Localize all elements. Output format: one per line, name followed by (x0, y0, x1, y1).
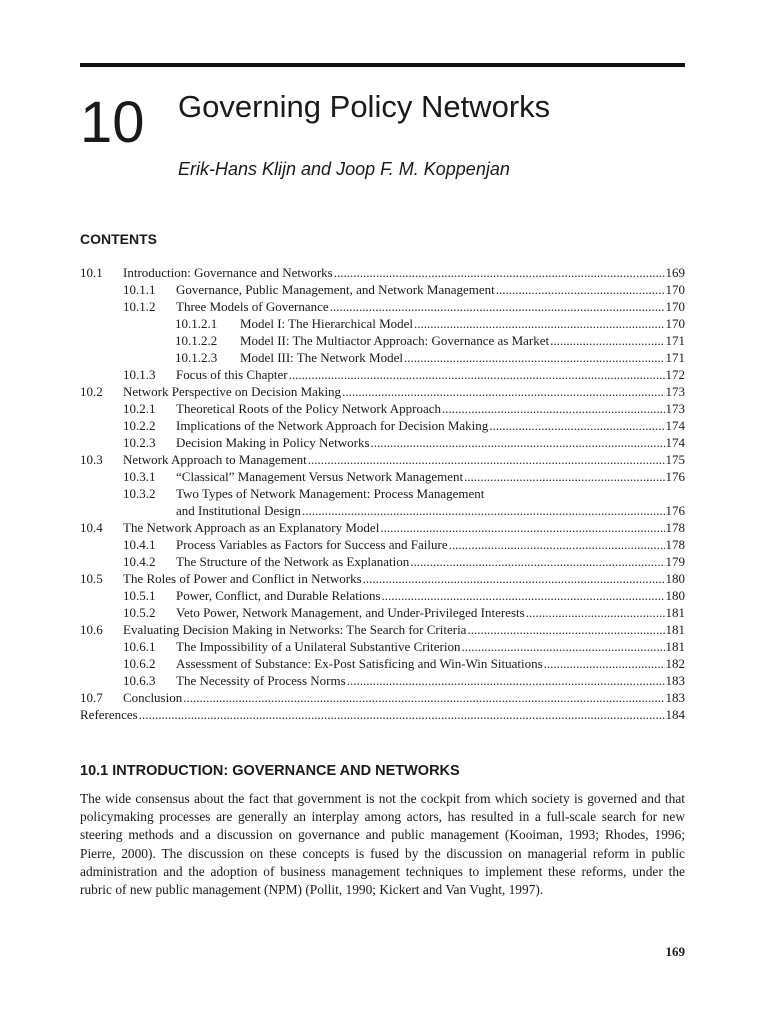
toc-entry-page: 180 (665, 571, 685, 586)
toc-entry[interactable] (80, 315, 685, 332)
toc-entry-title: Model II: The Multiactor Approach: Governance as Market (240, 333, 550, 348)
toc-entry-title: The Necessity of Process Norms (176, 673, 346, 688)
toc-entry[interactable] (80, 451, 685, 468)
document-page (80, 0, 685, 1024)
toc-entry[interactable] (80, 366, 685, 383)
toc-entry-title: The Roles of Power and Conflict in Networks (123, 571, 362, 586)
toc-entry-page: 181 (665, 622, 685, 637)
toc-entry-page: 181 (665, 605, 685, 620)
toc-leader-dots (347, 672, 665, 689)
toc-leader-dots (334, 264, 665, 281)
toc-entry-page: 170 (665, 299, 685, 314)
toc-leader-dots (139, 706, 665, 723)
toc-entry[interactable] (80, 621, 685, 638)
toc-entry-page: 174 (665, 435, 685, 450)
toc-entry-page: 170 (665, 282, 685, 297)
toc-entry-page: 184 (665, 707, 685, 722)
body-paragraph: The wide consensus about the fact that government is not the cockpit from which society is governed and that policymaking processes are generally an interplay among actors, has resulted in a full-scale search for new steering methods and a discussion on governance and public management (Kooiman, 1993; Rhodes, 1996; Pierre, 2000). The discussion on these concepts is fused by the discussion on managerial reform in public administration and the adoption of business management techniques to implement these reforms, under the rubric of new public management (NPM) (Pollit, 1990; Kickert and Van Vught, 1997). (80, 791, 685, 898)
toc-entry-title: Evaluating Decision Making in Networks: The Search for Criteria (123, 622, 467, 637)
toc-entry[interactable] (80, 281, 685, 298)
toc-leader-dots (414, 315, 664, 332)
toc-entry-number: 10.6.1 (123, 639, 156, 654)
toc-leader-dots (371, 434, 665, 451)
toc-entry-number: 10.1.1 (123, 282, 156, 297)
toc-leader-dots (462, 638, 665, 655)
toc-entry[interactable] (80, 570, 685, 587)
toc-entry-page: 171 (665, 333, 685, 348)
toc-leader-dots (342, 383, 664, 400)
toc-entry[interactable] (80, 417, 685, 434)
toc-entry[interactable] (80, 468, 685, 485)
toc-entry-number: 10.1.2.2 (175, 333, 218, 348)
toc-leader-dots (330, 298, 665, 315)
page-number: 169 (665, 944, 685, 959)
toc-leader-dots (183, 689, 664, 706)
chapter-number: 10 (80, 90, 145, 155)
toc-entry-number: 10.5.1 (123, 588, 156, 603)
toc-entry-title: Conclusion (123, 690, 183, 705)
toc-entry-title: Introduction: Governance and Networks (123, 265, 333, 280)
toc-leader-dots (550, 332, 664, 349)
toc-entry-number: 10.1.2 (123, 299, 156, 314)
toc-entry-number: 10.6 (80, 622, 103, 637)
toc-entry-number: 10.3.2 (123, 486, 156, 501)
toc-entry-number: 10.2.2 (123, 418, 156, 433)
toc-entry-title: Veto Power, Network Management, and Under-Privileged Interests (176, 605, 525, 620)
toc-entry[interactable] (80, 400, 685, 417)
toc-entry-number: 10.2.1 (123, 401, 156, 416)
toc-entry-number: 10.4 (80, 520, 103, 535)
toc-entry[interactable] (80, 604, 685, 621)
toc-entry-page: 179 (665, 554, 685, 569)
toc-entry-number: 10.1.2.3 (175, 350, 218, 365)
toc-entry-page: 170 (665, 316, 685, 331)
toc-entry-title: Process Variables as Factors for Success and Failure (176, 537, 448, 552)
toc-entry-title: Three Models of Governance (176, 299, 329, 314)
toc-entry-number: 10.6.3 (123, 673, 156, 688)
toc-entry-number: 10.4.1 (123, 537, 156, 552)
toc-entry[interactable] (80, 502, 685, 519)
toc-entry-title: Governance, Public Management, and Network Management (176, 282, 495, 297)
toc-entry-number: 10.4.2 (123, 554, 156, 569)
toc-entry[interactable] (80, 587, 685, 604)
toc-entry-page: 182 (665, 656, 685, 671)
toc-leader-dots (363, 570, 665, 587)
toc-entry-title: Network Perspective on Decision Making (123, 384, 342, 399)
toc-entry-number: 10.5.2 (123, 605, 156, 620)
toc-entry-number: 10.5 (80, 571, 103, 586)
toc-entry-title: Power, Conflict, and Durable Relations (176, 588, 381, 603)
toc-leader-dots (289, 366, 665, 383)
toc-entry[interactable] (80, 672, 685, 689)
toc-entry-number: 10.3 (80, 452, 103, 467)
toc-entry[interactable] (80, 298, 685, 315)
toc-entry-number: 10.7 (80, 690, 103, 705)
toc-entry-page: 183 (665, 673, 685, 688)
toc-leader-dots (464, 468, 664, 485)
toc-entry[interactable] (80, 434, 685, 451)
toc-entry-page: 175 (665, 452, 685, 467)
toc-entry-page: 178 (665, 537, 685, 552)
toc-entry-title: Theoretical Roots of the Policy Network Approach (176, 401, 441, 416)
toc-entry-number: 10.6.2 (123, 656, 156, 671)
toc-entry-page: 183 (665, 690, 685, 705)
toc-entry[interactable] (80, 689, 685, 706)
toc-leader-dots (489, 417, 664, 434)
toc-leader-dots (449, 536, 665, 553)
toc-entry-title: The Impossibility of a Unilateral Substantive Criterion (176, 639, 461, 654)
toc-leader-dots (308, 451, 665, 468)
toc-leader-dots (382, 587, 665, 604)
toc-entry-page: 176 (665, 503, 685, 518)
toc-entry-number: 10.2 (80, 384, 103, 399)
toc-leader-dots (302, 502, 665, 519)
section-heading: 10.1 INTRODUCTION: GOVERNANCE AND NETWORKS (80, 763, 460, 779)
toc-entry-title: References (80, 707, 138, 722)
toc-entry[interactable] (80, 349, 685, 366)
toc-entry-page: 181 (665, 639, 685, 654)
toc-entry[interactable] (80, 519, 685, 536)
chapter-title: Governing Policy Networks (178, 89, 551, 124)
toc-entry-page: 176 (665, 469, 685, 484)
toc-entry[interactable] (80, 638, 685, 655)
toc-entry-number: 10.3.1 (123, 469, 156, 484)
toc-entry-page: 178 (665, 520, 685, 535)
toc-entry-page: 173 (665, 384, 685, 399)
toc-entry-number: 10.1 (80, 265, 103, 280)
toc-entry[interactable] (80, 485, 685, 502)
toc-entry-number: 10.2.3 (123, 435, 156, 450)
toc-leader-dots (442, 400, 665, 417)
toc-leader-dots (404, 349, 665, 366)
toc-entry-title: and Institutional Design (176, 503, 301, 518)
toc-leader-dots (496, 281, 665, 298)
toc-entry[interactable] (80, 655, 685, 672)
toc-entry-title: The Network Approach as an Explanatory Model (123, 520, 380, 535)
toc-leader-dots (410, 553, 664, 570)
toc-entry[interactable] (80, 332, 685, 349)
toc-entry-title: Focus of this Chapter (176, 367, 288, 382)
toc-entry-page: 169 (665, 265, 685, 280)
toc-entry-title: Network Approach to Management (123, 452, 307, 467)
toc-entry-title: Assessment of Substance: Ex-Post Satisficing and Win-Win Situations (176, 656, 543, 671)
toc-entry[interactable] (80, 553, 685, 570)
toc-entry-page: 180 (665, 588, 685, 603)
toc-entry[interactable] (80, 706, 685, 723)
toc-entry-title: Two Types of Network Management: Process Management (176, 486, 485, 501)
top-rule (80, 63, 685, 67)
toc-entry-page: 172 (665, 367, 685, 382)
toc-entry[interactable] (80, 264, 685, 281)
toc-entry-page: 171 (665, 350, 685, 365)
toc-entry-title: Implications of the Network Approach for Decision Making (176, 418, 489, 433)
toc-entry-number: 10.1.2.1 (175, 316, 218, 331)
toc-leader-dots (467, 621, 664, 638)
toc-entry[interactable] (80, 383, 685, 400)
toc-entry-number: 10.1.3 (123, 367, 156, 382)
contents-heading: CONTENTS (80, 231, 157, 247)
toc-entry[interactable] (80, 536, 685, 553)
toc-leader-dots (544, 655, 665, 672)
toc-entry-title: Model I: The Hierarchical Model (240, 316, 414, 331)
toc-entry-title: The Structure of the Network as Explanation (176, 554, 410, 569)
toc-leader-dots (526, 604, 665, 621)
table-of-contents (80, 264, 685, 723)
toc-entry-page: 174 (665, 418, 685, 433)
toc-leader-dots (380, 519, 664, 536)
chapter-authors: Erik-Hans Klijn and Joop F. M. Koppenjan (178, 159, 510, 179)
toc-entry-page: 173 (665, 401, 685, 416)
toc-entry-title: Decision Making in Policy Networks (176, 435, 370, 450)
toc-entry-title: Model III: The Network Model (240, 350, 403, 365)
toc-entry-title: “Classical” Management Versus Network Management (176, 469, 464, 484)
